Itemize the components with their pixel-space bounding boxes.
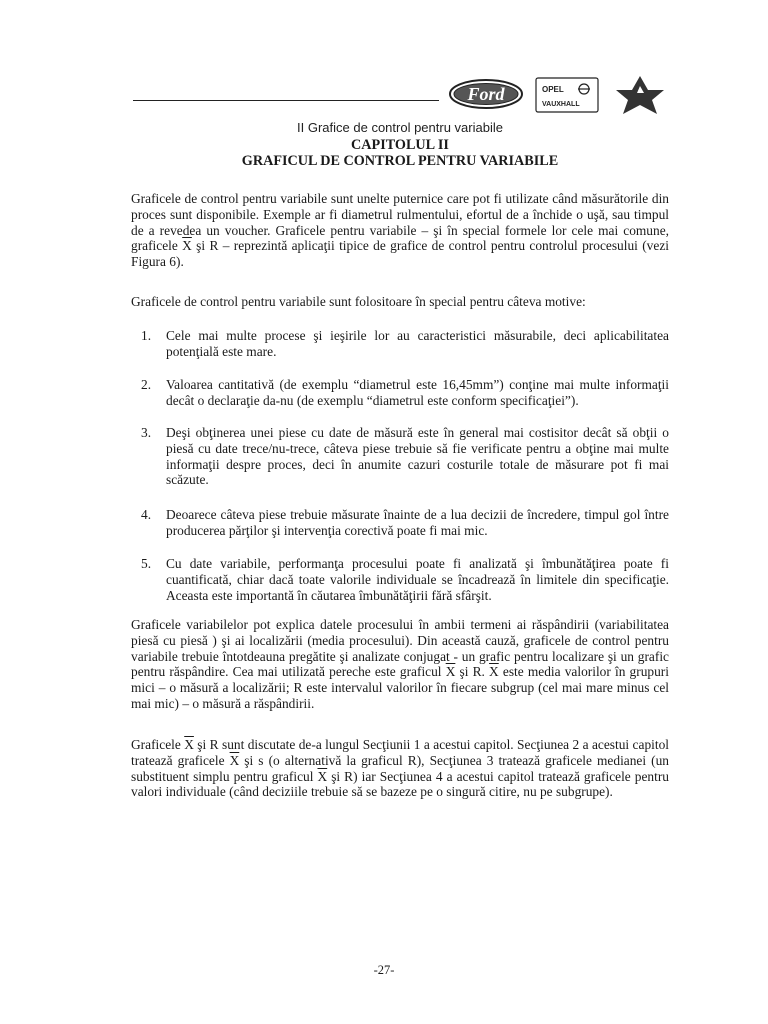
svg-text:OPEL: OPEL: [542, 85, 564, 94]
list-item: 4. Deoarece câteva piese trebuie măsurate înainte de a lua decizii de încredere, timpul gol între producerea părţilor şi intervenţia corectivă poate fi mai mic.: [141, 507, 669, 538]
header-rule: [133, 100, 439, 101]
ford-logo: [450, 80, 522, 108]
svg-text:VAUXHALL: VAUXHALL: [542, 101, 580, 108]
xbar-symbol: $\overline{X}$: [445, 664, 456, 680]
svg-text:Ford: Ford: [467, 84, 505, 104]
page-number: -27-: [373, 963, 395, 977]
paragraph-sections: Graficele $\overline{X}$ şi R sunt discutate de-a lungul Secţiunii 1 a acestui capitol. Secţiunea 2 a acestui capitol tratează graficele $\overline{X}$ şi s (o alternativă la graficul R), Secţiunea 3 tratează graficele medianei (un substituent simplu pentru graficul $\overline{X}$ şi R) iar Secţiunea 4 a acestui capitol tratează graficele pentru valori individuale (când deciziile trebuie să se bazeze pe o singură citire, nu pe subgrupe).: [131, 737, 670, 800]
paragraph-motives: Graficele de control pentru variabile sunt folositoare în special pentru câteva motive:: [131, 294, 586, 309]
running-title: II Grafice de control pentru variabile: [297, 120, 503, 135]
brand-logos: [448, 72, 668, 116]
xbar-symbol: $\overline{X}$: [184, 737, 194, 752]
paragraph-variables: Graficele variabilelor pot explica datele procesului în ambii termeni ai răspândirii (variabilitatea piesă cu piesă ) şi ai localizării (media procesului). Din această cauză, graficele de control pentru variabile trebuie întotdeauna pregătite şi analizate conjugat - un grafic pentru localizare şi un grafic pentru răspândire. Cea mai utilizată pereche este graficul $\overline{X}$ şi R. $\overline{X}$ este media valorilor în grupuri mici – o măsură a localizării; R este intervalul valorilor în fiecare subgrup (cel mai mare minus cel mai mic) – o măsură a răspândirii.: [131, 617, 669, 711]
list-item: 3. Deşi obţinerea unei piese cu date de măsură este în general mai costisitor decât să obţii o piesă cu date trece/nu-trece, câteva piese trebuie să fie verificate pentru a obţine mai multe informaţii despre proces, deci în anumite cazuri costurile totale de măsurare pot fi mai scăzute.: [141, 425, 669, 488]
xbar-symbol: $\overline{X}$: [317, 768, 328, 784]
xbar-symbol: $\overline{X}$: [182, 238, 192, 254]
chapter-title: GRAFICUL DE CONTROL PENTRU VARIABILE: [241, 153, 559, 169]
paragraph-intro: Graficele de control pentru variabile sunt unelte puternice care pot fi utilizate când măsurătorile din proces sunt disponibile. Exemple ar fi diametrul rulmentului, efortul de a închide o uşă, sau timpul de a revedea un voucher. Graficele pentru variabile – şi în special formele lor cele mai comune, graficele $\overline{X}$ şi R – reprezintă aplicaţii tipice de grafice de control pentru controlul procesului (vezi Figura 6).: [131, 191, 669, 270]
chapter-label: CAPITOLUL II: [351, 137, 449, 153]
list-item: 1. Cele mai multe procese şi ieşirile lor au caracteristici măsurabile, deci aplicabilitatea potenţială este mare.: [141, 328, 669, 359]
opel-vauxhall-logo: [536, 78, 598, 112]
list-item: 5. Cu date variabile, performanţa procesului poate fi analizată şi îmbunătăţirea poate fi cuantificată, chiar dacă toate valorile individuale se încadrează în limitele din specificaţie. Aceasta este importantă în căutarea îmbunătăţirii fără sfârşit.: [141, 556, 669, 603]
chrysler-pentastar-logo: [616, 76, 664, 114]
xbar-symbol: $\overline{X}$: [229, 752, 240, 768]
xbar-symbol: $\overline{X}$: [489, 664, 499, 680]
list-item: 2. Valoarea cantitativă (de exemplu “diametrul este 16,45mm”) conţine mai multe informaţii decât o declaraţie da-nu (de exemplu “diametrul este conform specificaţiei”).: [141, 377, 669, 408]
